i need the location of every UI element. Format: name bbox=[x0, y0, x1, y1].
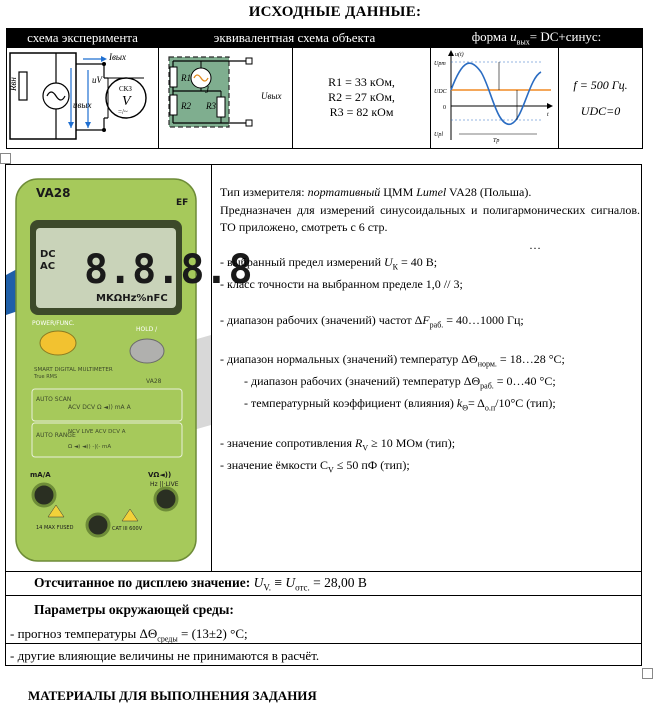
wave-u-pm-label: Upm bbox=[433, 60, 446, 67]
header-equivalent-schema: эквивалентная схема объекта bbox=[159, 29, 431, 48]
resistor-r2: R2 = 27 кОм, bbox=[328, 90, 395, 105]
header-waveform: форма $u_{вых}=$ DC+синус: bbox=[431, 29, 643, 48]
resistance-line: - значение сопротивления $R_V \ge 10$ МОм (тип); bbox=[220, 435, 456, 453]
table-anchor-square-2 bbox=[642, 668, 653, 679]
wave-zero-label: 0 bbox=[442, 104, 446, 111]
hold-button[interactable] bbox=[130, 339, 164, 363]
environment-other-line: - другие влияющие величины не принимаются в расчёт. bbox=[10, 648, 320, 663]
device-model: VA28 bbox=[36, 186, 71, 200]
next-section-heading: МАТЕРИАЛЫ ДЛЯ ВЫПОЛНЕНИЯ ЗАДАНИЯ bbox=[28, 688, 317, 703]
equivalent-schema-cell bbox=[159, 47, 293, 148]
r1-label: R1 bbox=[180, 72, 191, 83]
experiment-schema-diagram bbox=[8, 48, 158, 144]
scan-row-label: ACV DCV Ω ◄)) mA A bbox=[68, 404, 131, 411]
row-separator bbox=[6, 571, 641, 572]
wave-u-dc-label: UDC bbox=[433, 88, 447, 95]
device-brand: EF bbox=[176, 198, 189, 208]
lcd-digits: 8.8.8.8 bbox=[84, 247, 253, 293]
row-separator-3 bbox=[6, 643, 641, 644]
table-anchor-square bbox=[0, 153, 11, 164]
page-title: ИСХОДНЫЕ ДАННЫЕ: bbox=[248, 4, 422, 20]
model-small-label: VA28 bbox=[146, 378, 162, 385]
device-photo-cell bbox=[6, 165, 253, 571]
wave-u-t-label: u(t) bbox=[454, 51, 464, 58]
lcd-units: MKΩHz%nFC bbox=[96, 293, 168, 304]
range-row2-label: Ω ◄) ◄)) -|(- mA bbox=[68, 444, 112, 450]
auto-scan-label: AUTO SCAN bbox=[36, 396, 72, 403]
freq-range-line: - диапазон рабочих (значений) частот $\Delta F_{раб.}$ = 40…1000 Гц; bbox=[220, 312, 524, 329]
display-reading-line: Отсчитанное по дисплею значение: $U_{V.} \equiv U_{отс.} = 28,00$ В bbox=[34, 575, 367, 593]
capacitance-line: - значение ёмкости $C_V \le 50$ пФ (тип); bbox=[220, 457, 410, 475]
frequency-value: f = 500 Гц. bbox=[573, 77, 628, 92]
power-func-button[interactable] bbox=[40, 331, 76, 355]
vo-jack-label: VΩ◄)) bbox=[148, 471, 172, 479]
temp-work-line: - диапазон рабочих (значений) температур $\Delta\Theta_{раб.}$ = 0…40 °С; bbox=[244, 374, 556, 391]
range-row-label: NCV LIVE ACV DCV A bbox=[68, 429, 126, 435]
multimeter-image bbox=[6, 165, 253, 571]
environment-title: Параметры окружающей среды: bbox=[34, 602, 234, 617]
initial-data-table bbox=[6, 28, 643, 149]
com-jack[interactable] bbox=[87, 514, 109, 536]
u-out-label: uвых bbox=[72, 99, 91, 110]
wave-u-pl-label: Upl bbox=[433, 131, 443, 138]
power-func-label: POWER/FUNC. bbox=[32, 320, 75, 327]
dc-ac-label: =/~ bbox=[117, 107, 128, 116]
equivalent-schema-diagram bbox=[161, 51, 291, 141]
resistor-r1: R1 = 33 кОм, bbox=[328, 75, 395, 90]
hz-live-label: Hz ||·LIVE bbox=[150, 481, 179, 488]
u-dc-value: UDC=0 bbox=[580, 103, 621, 118]
ellipsis-line: … bbox=[529, 237, 541, 252]
r3-label: R3 bbox=[205, 100, 216, 111]
u-v-label: uV bbox=[91, 74, 102, 85]
device-description bbox=[220, 184, 640, 479]
device-purpose-line: Предназначен для измерений синусоидальных и полигармонических сигналов. ТО приложено, смотреть с 6 стр. bbox=[220, 202, 640, 235]
waveform-cell bbox=[431, 47, 559, 148]
ma-a-jack-label: mA/A bbox=[30, 471, 51, 479]
v-meter-label: V bbox=[121, 93, 131, 109]
i-out-label: Iвых bbox=[108, 51, 126, 62]
experiment-schema-cell bbox=[7, 47, 159, 148]
range-line: - выбранный предел измерений $U_К = 40$ В; bbox=[220, 255, 438, 272]
u-out-eq-label: Uвых bbox=[260, 90, 281, 101]
svg-text:AC: AC bbox=[40, 261, 56, 272]
device-section bbox=[5, 164, 642, 666]
environment-temp-line: - прогноз температуры $\Delta\Theta_{среды} = (13\pm 2)$ °С; bbox=[10, 626, 248, 644]
accuracy-line: - класс точности на выбранном пределе 1,0 // 3; bbox=[220, 277, 463, 292]
hold-label: HOLD / bbox=[136, 326, 158, 333]
auto-range-label: AUTO RANGE bbox=[36, 432, 76, 439]
wave-period-label: Tp bbox=[492, 137, 499, 144]
resistor-r3: R3 = 82 кОм bbox=[329, 105, 394, 120]
ma-a-jack[interactable] bbox=[33, 484, 55, 506]
svg-text:DC: DC bbox=[40, 249, 56, 260]
vo-jack[interactable] bbox=[155, 488, 177, 510]
skz-label: СКЗ bbox=[118, 84, 132, 93]
r2-label: R2 bbox=[180, 100, 191, 111]
frequency-cell bbox=[559, 47, 643, 148]
temp-coef-line: - температурный коэффициент (влияния) $k_\Theta= \Delta_{о.п}/10^\circ С$ (тип); bbox=[244, 396, 556, 413]
r-vn-label: Rвн bbox=[7, 76, 18, 91]
j-label: J bbox=[204, 84, 209, 95]
waveform-diagram bbox=[433, 48, 557, 144]
wave-t-label: t bbox=[546, 111, 549, 118]
fused-label: 14 MAX FUSED bbox=[36, 525, 74, 531]
cat-label: CAT III 600V bbox=[112, 526, 143, 532]
device-type-line: Тип измерителя: портативный ЦММ Lumel VA28 (Польша). bbox=[220, 185, 532, 199]
temp-norm-line: - диапазон нормальных (значений) температур $\Delta\Theta_{норм.}$ = 18…28 °С; bbox=[220, 352, 565, 369]
true-rms-label: True RMS bbox=[34, 374, 58, 380]
row-separator-2 bbox=[6, 595, 641, 596]
resistors-cell bbox=[293, 47, 431, 148]
smart-label: SMART DIGITAL MULTIMETER bbox=[34, 367, 113, 373]
header-experiment-schema: схема эксперимента bbox=[7, 29, 159, 48]
